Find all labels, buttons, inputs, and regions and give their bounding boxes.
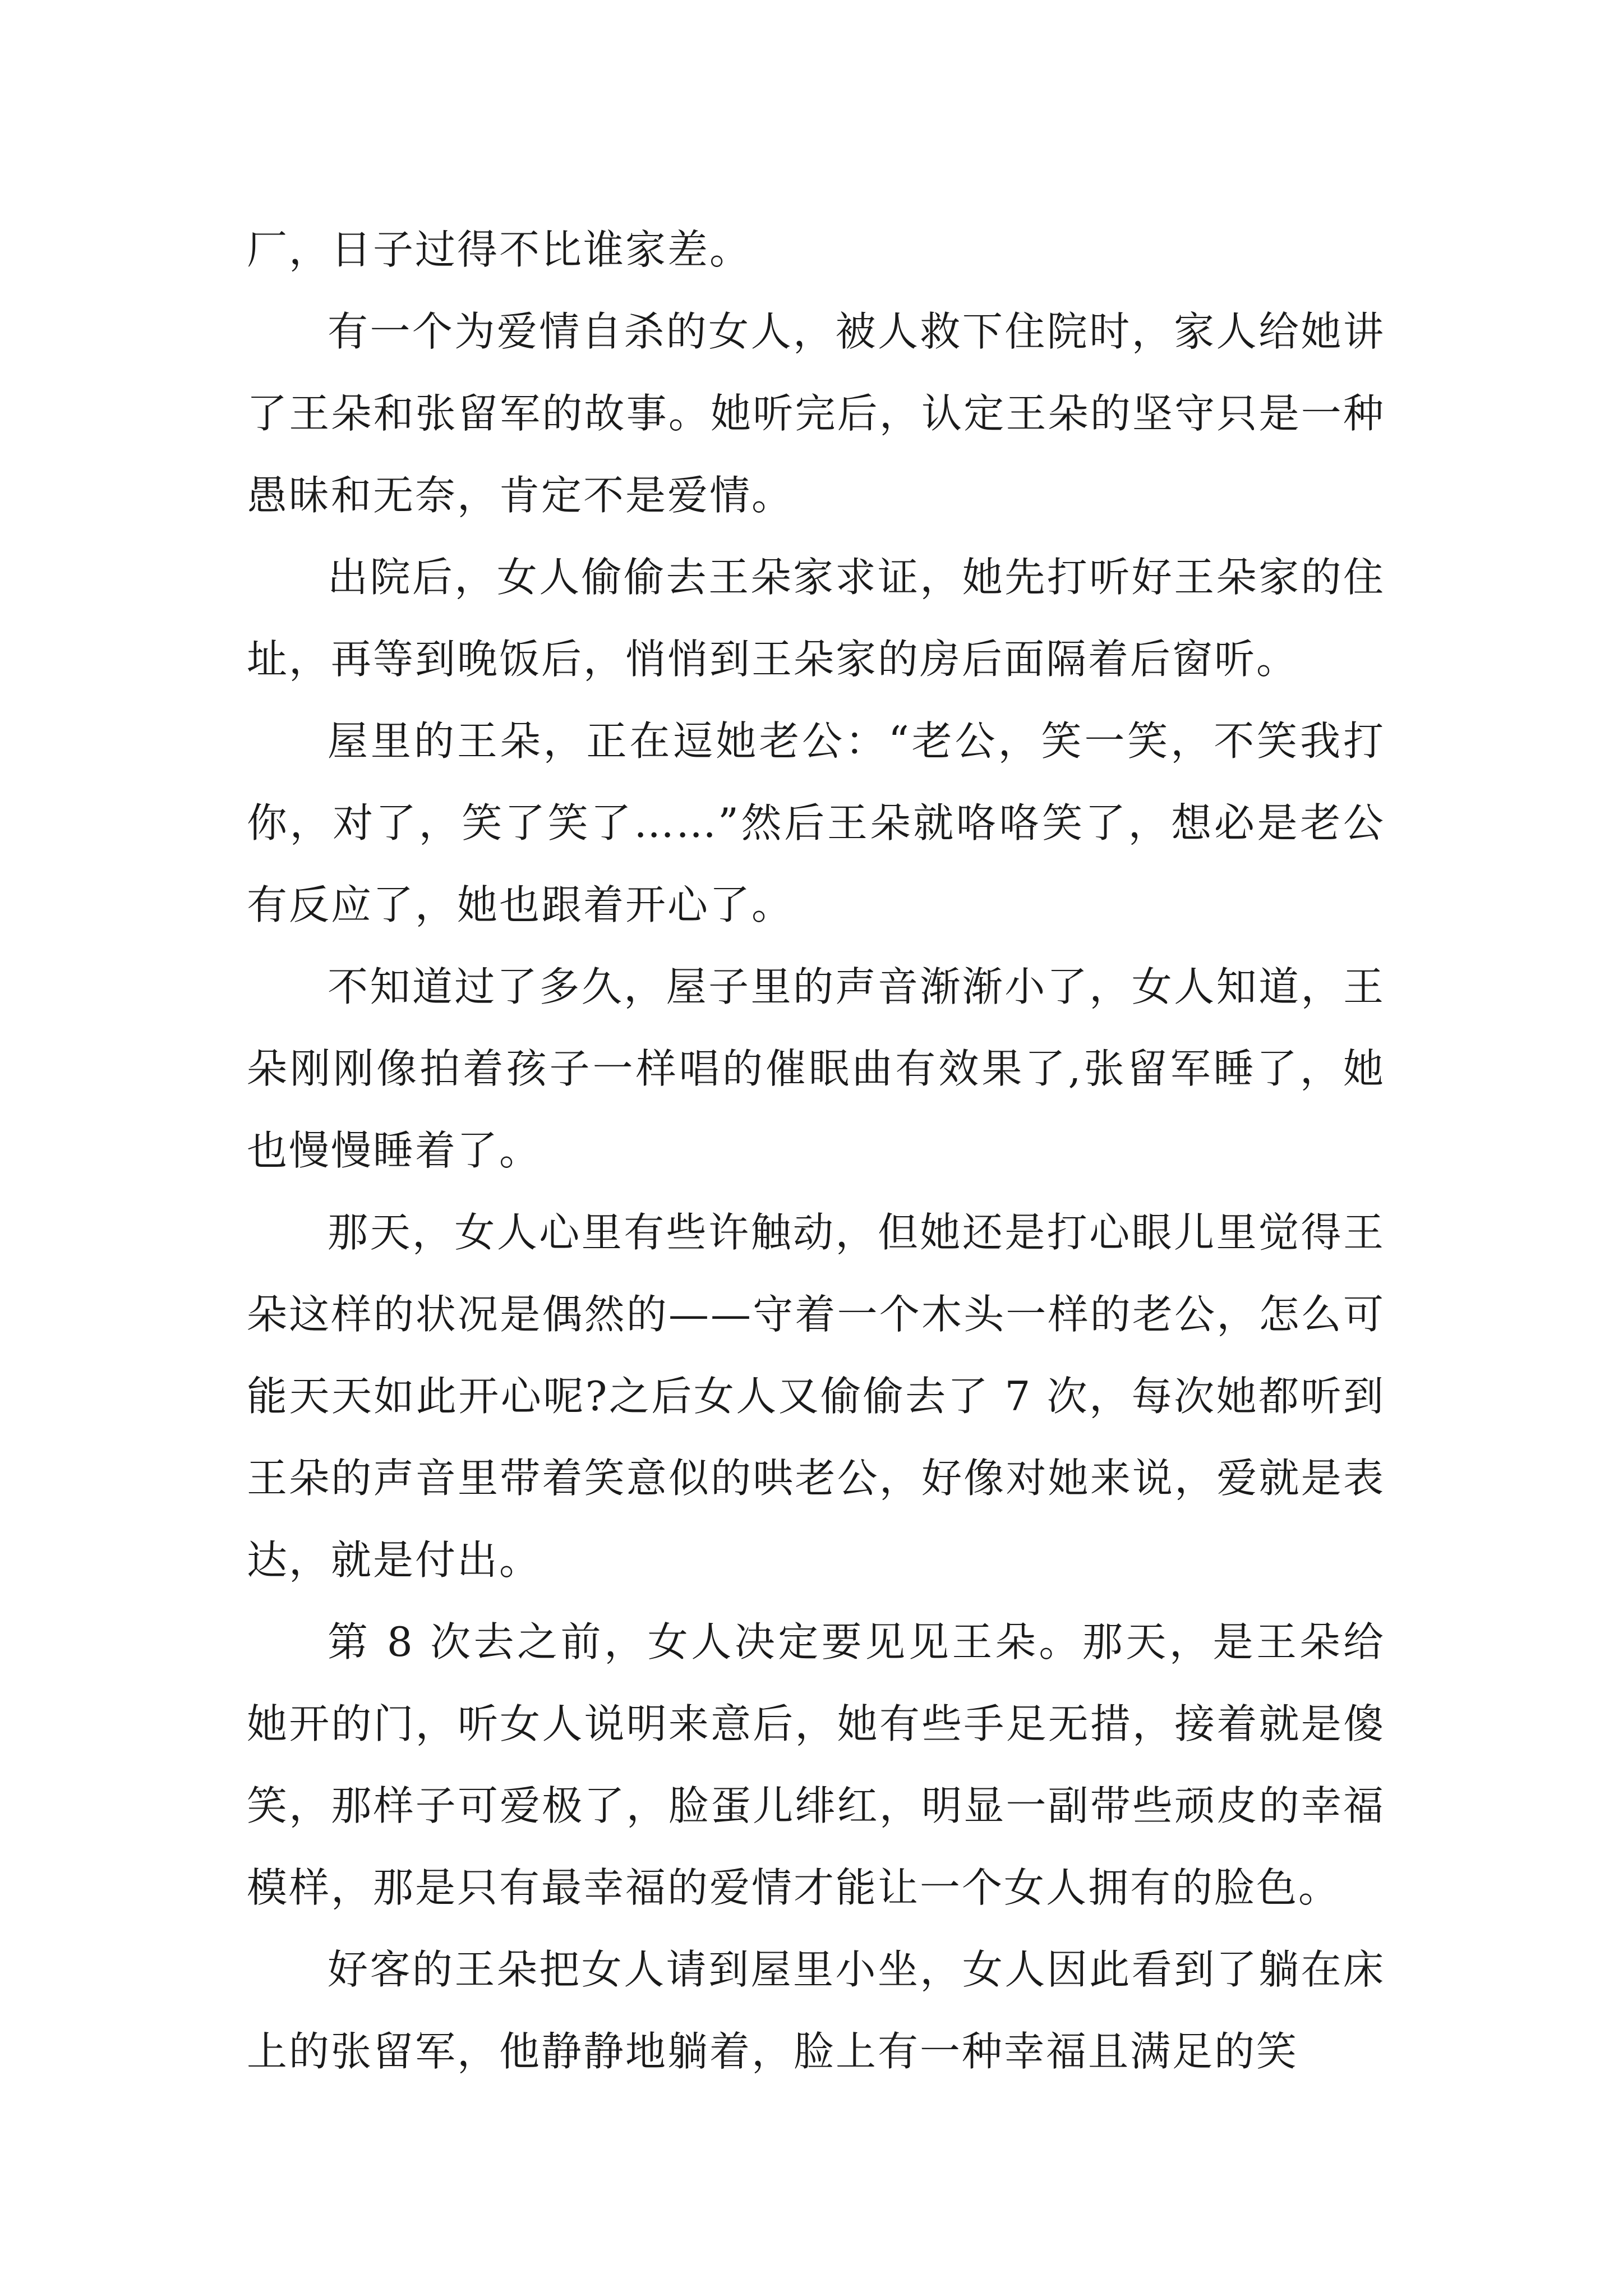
paragraph: 出院后，女人偷偷去王朵家求证，她先打听好王朵家的住址，再等到晚饭后，悄悄到王朵家的房后面隔着后窗听。 <box>247 554 1385 683</box>
paragraph: 厂，日子过得不比谁家差。 <box>247 226 752 273</box>
paragraph: 那天，女人心里有些许触动，但她还是打心眼儿里觉得王朵这样的状况是偶然的——守着一个木头一样的老公，怎么可能天天如此开心呢?之后女人又偷偷去了 7 次，每次她都听到王朵的声音里带着笑意似的哄老公，好像对她来说，爱就是表达，就是付出。 <box>247 1209 1385 1584</box>
paragraph: 有一个为爱情自杀的女人，被人救下住院时，家人给她讲了王朵和张留军的故事。她听完后，认定王朵的坚守只是一种愚昧和无奈，肯定不是爱情。 <box>247 308 1385 519</box>
body-text <box>247 209 1385 2092</box>
paragraph: 第 8 次去之前，女人决定要见见王朵。那天，是王朵给她开的门，听女人说明来意后，她有些手足无措，接着就是傻笑，那样子可爱极了，脸蛋儿绯红，明显一副带些顽皮的幸福模样，那是只有最幸福的爱情才能让一个女人拥有的脸色。 <box>247 1618 1385 1911</box>
paragraph: 好客的王朵把女人请到屋里小坐，女人因此看到了躺在床上的张留军，他静静地躺着，脸上有一种幸福且满足的笑 <box>247 1946 1385 2075</box>
paragraph: 不知道过了多久，屋子里的声音渐渐小了，女人知道，王朵刚刚像拍着孩子一样唱的催眠曲有效果了,张留军睡了，她也慢慢睡着了。 <box>247 963 1385 1174</box>
paragraph: 屋里的王朵，正在逗她老公：“老公，笑一笑，不笑我打你，对了，笑了笑了……”然后王朵就咯咯笑了，想必是老公有反应了，她也跟着开心了。 <box>247 717 1385 928</box>
